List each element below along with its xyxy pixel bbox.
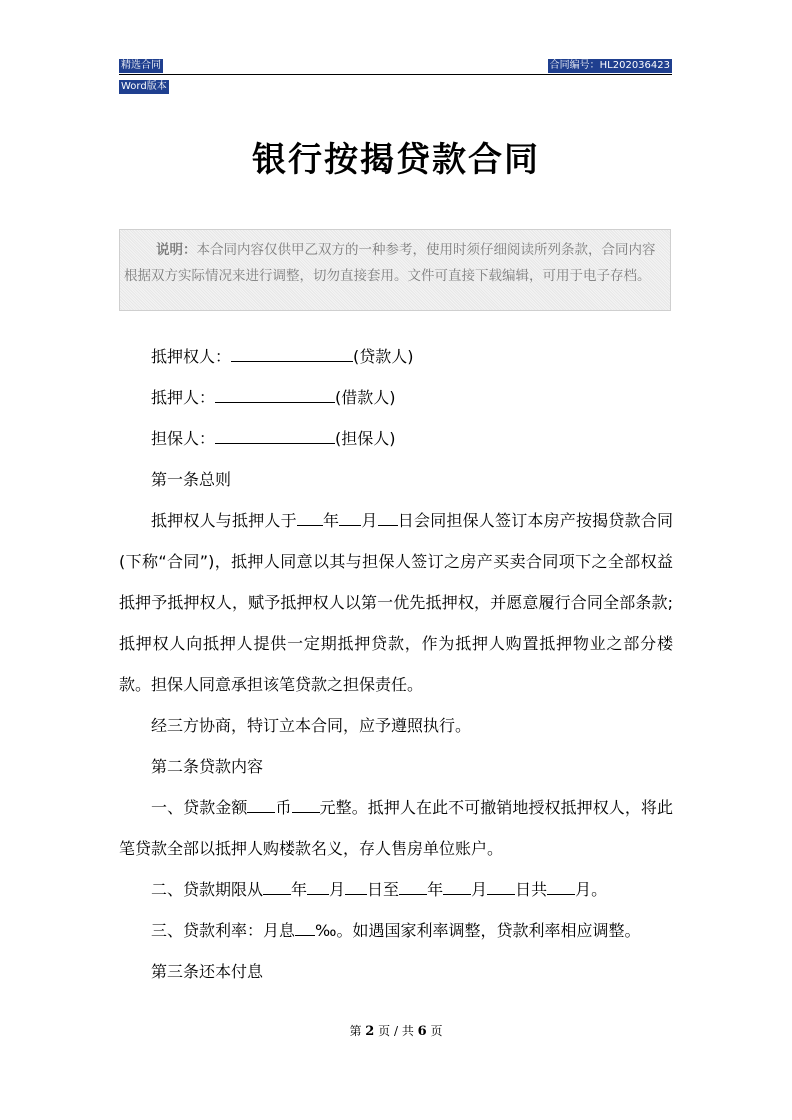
party-role: (担保人) [335, 429, 396, 448]
header-tag-word-version: Word版本 [121, 81, 167, 92]
blank-underline [345, 880, 367, 895]
text-span: 三、贷款利率：月息 [151, 921, 296, 940]
blank-underline [292, 798, 320, 813]
text-span: 日共 [515, 880, 548, 899]
article-2-item-2 [119, 869, 673, 910]
blank-underline [443, 880, 471, 895]
text-span: 日会同担保人签订本房产按揭贷款合同(下称“合同”)，抵押人同意以其与担保人签订之房产买卖合同项下之全部权益抵押予抵押权人，赋予抵押权人以第一优先抵押权，并愿意履行合同全部条款;抵押权人向抵押人提供一定期抵押贷款，作为抵押人购置抵押物业之部分楼款。担保人同意承担该笔贷款之担保责任。 [119, 511, 673, 694]
text-span: 年 [322, 511, 340, 530]
article-2-item-1 [119, 787, 673, 869]
blank-underline [547, 880, 575, 895]
current-page-number: 2 [365, 1024, 375, 1039]
text-span: 年 [291, 880, 308, 899]
article-1-heading: 第一条总则 [151, 470, 232, 489]
blank-underline [215, 429, 335, 444]
text-span: 抵押权人与抵押人于 [151, 511, 297, 530]
notice-box [119, 229, 671, 311]
text-span: ‰。如遇国家利率调整，贷款利率相应调整。 [315, 921, 641, 940]
party-mortgagee [119, 336, 673, 377]
blank-underline [487, 880, 515, 895]
text-span: 二、贷款期限从 [151, 880, 264, 899]
text-span: 元整。抵押人在此不可撤销地授权抵押权人，将此笔贷款全部以抵押人购楼款名义，存人售房单位账户。 [119, 798, 673, 858]
party-label: 抵押人： [151, 388, 216, 407]
blank-underline [378, 511, 398, 526]
party-guarantor [119, 418, 673, 459]
article-2-item-3 [119, 910, 673, 951]
document-title: 银行按揭贷款合同 [252, 140, 540, 180]
blank-underline [295, 921, 315, 936]
article-1-paragraph [119, 500, 673, 705]
party-label: 担保人： [151, 429, 216, 448]
text-span: 币 [275, 798, 292, 817]
blank-underline [399, 880, 427, 895]
notice-text: 本合同内容仅供甲乙双方的一种参考，使用时须仔细阅读所列条款，合同内容根据双方实际情况来进行调整，切勿直接套用。文件可直接下载编辑，可用于电子存档。 [124, 242, 656, 284]
footer-separator: 页 / 共 [378, 1024, 414, 1038]
text-span: 年 [427, 880, 444, 899]
text-span: 月 [361, 511, 378, 530]
header-rule [119, 74, 672, 75]
text-span: 一、贷款金额 [151, 798, 248, 817]
text-span: 月 [471, 880, 488, 899]
article-3-heading: 第三条还本付息 [151, 962, 264, 981]
party-label: 抵押权人： [151, 347, 232, 366]
total-page-number: 6 [417, 1024, 427, 1039]
text-span: 日至 [367, 880, 400, 899]
blank-underline [297, 511, 323, 526]
text-span: 月。 [575, 880, 608, 899]
blank-underline [339, 511, 361, 526]
party-role: (贷款人) [353, 347, 414, 366]
article-2-heading: 第二条贷款内容 [151, 757, 264, 776]
footer-suffix: 页 [430, 1024, 443, 1038]
contract-body [119, 336, 673, 992]
blank-underline [215, 388, 335, 403]
party-role: (借款人) [335, 388, 396, 407]
blank-underline [307, 880, 329, 895]
article-1-agreement: 经三方协商，特订立本合同，应予遵照执行。 [151, 716, 472, 735]
party-mortgagor [119, 377, 673, 418]
text-span: 月 [329, 880, 346, 899]
blank-underline [231, 347, 353, 362]
page-footer [0, 1022, 792, 1039]
header-contract-number: 合同编号：HL202036423 [549, 60, 670, 71]
blank-underline [247, 798, 275, 813]
blank-underline [263, 880, 291, 895]
notice-label: 说明： [156, 242, 197, 258]
header-tag-selected-contract: 精选合同 [121, 60, 161, 71]
footer-prefix: 第 [349, 1024, 362, 1038]
